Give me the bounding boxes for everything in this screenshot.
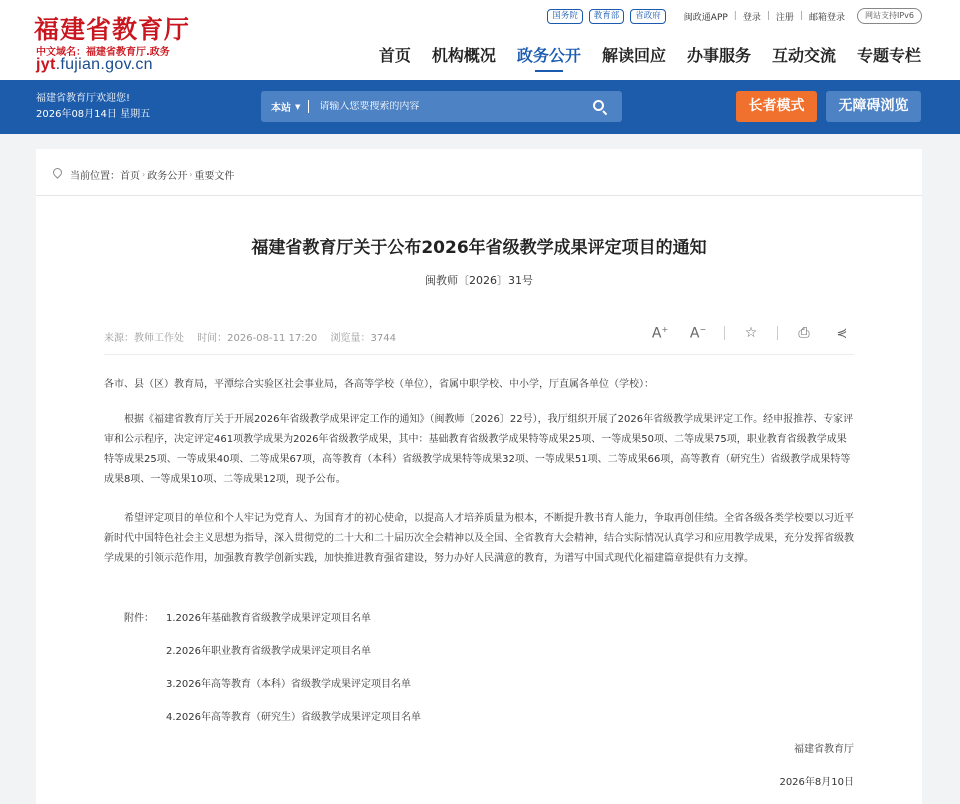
login-link[interactable]: 登录 [742, 12, 761, 23]
separator: | [766, 11, 770, 21]
search-divider [308, 100, 309, 113]
divider [104, 354, 854, 355]
site-logo[interactable]: 福建省教育厅 [34, 15, 191, 44]
site-header [0, 0, 960, 80]
font-smaller-icon[interactable]: A− [689, 325, 707, 342]
accessible-browse-button[interactable]: 无障碍浏览 [826, 91, 921, 122]
article-title: 福建省教育厅关于公布2026年省级教学成果评定项目的通知 [251, 238, 707, 258]
nav-home[interactable]: 首页 [378, 46, 411, 65]
nav-special-topics[interactable]: 专题专栏 [856, 46, 921, 65]
article-time: 时间：2026-08-11 17:20 [197, 333, 318, 344]
breadcrumb-prefix: 当前位置： [70, 171, 120, 182]
separator: | [733, 11, 737, 21]
link-minzhengtong-app[interactable]: 闽政通APP [683, 12, 728, 23]
elder-mode-button[interactable]: 长者模式 [736, 91, 817, 122]
link-ministry-education[interactable]: 教育部 [589, 9, 625, 24]
star-icon[interactable]: ☆ [744, 325, 758, 342]
separator [724, 326, 725, 340]
separator [777, 326, 778, 340]
article-tools [634, 325, 854, 342]
current-date: 2026年08月14日 星期五 [36, 109, 151, 120]
domain-rest: .fujian.gov.cn [55, 56, 153, 73]
ipv6-badge: 网站支持IPv6 [857, 8, 922, 24]
main-nav [358, 43, 921, 72]
welcome-text: 福建省教育厅欢迎您! [36, 93, 131, 104]
search-input[interactable] [319, 101, 592, 112]
article-views: 浏览量：3744 [330, 333, 396, 344]
attachment-link[interactable]: 1.2026年基础教育省级教学成果评定项目名单 [166, 613, 371, 624]
attachment-link[interactable]: 4.2026年高等教育（研究生）省级教学成果评定项目名单 [166, 712, 421, 723]
welcome-block [36, 91, 150, 123]
font-larger-icon[interactable]: A+ [651, 325, 669, 342]
site-domain [36, 56, 153, 74]
location-pin-icon [52, 168, 64, 181]
article-meta [104, 329, 406, 344]
link-state-council[interactable]: 国务院 [547, 9, 583, 24]
nav-government-affairs[interactable]: 政务公开 [517, 43, 581, 72]
domain-host: jyt [36, 56, 56, 73]
nav-services[interactable]: 办事服务 [686, 46, 751, 65]
breadcrumb-important-docs[interactable]: 重要文件 [194, 171, 235, 182]
attachments-label: 附件： [124, 613, 154, 624]
chevron-down-icon[interactable]: ▼ [295, 102, 301, 111]
register-link[interactable]: 注册 [775, 12, 794, 23]
article-panel [36, 149, 922, 804]
attachment-link[interactable]: 3.2026年高等教育（本科）省级教学成果评定项目名单 [166, 679, 411, 690]
search-scope-select[interactable]: 本站 [271, 103, 291, 114]
breadcrumb [52, 167, 234, 182]
nav-organization[interactable]: 机构概况 [431, 46, 496, 65]
search-box [261, 91, 622, 122]
article-paragraph: 根据《福建省教育厅关于开展2026年省级教学成果评定工作的通知》（闽教师〔2026〕22号），我厅组织开展了2026年省级教学成果评定工作。经申报推荐、专家评审和公示程序，决定评定461项教学成果为2026年省级教学成果，其中：基础教育省级教学成果特等成果25项、一等成果50项、二等成果75项，职业教育省级教学成果特等成果25项、一等成果40项、二等成果67项，高等教育（本科）省级教学成果特等成果32项、一等成果51项、二等成果66项，高等教育（研究生）省级教学成果特等成果8项、一等成果10项、二等成果12项，现予公布。 [104, 414, 854, 485]
chinese-domain: 中文域名：福建省教育厅.政务 [36, 47, 170, 58]
article-paragraph: 希望评定项目的单位和个人牢记为党育人、为国育才的初心使命，以提高人才培养质量为根本，不断提升教书育人能力，争取再创佳绩。全省各级各类学校要以习近平新时代中国特色社会主义思想为指导，深入贯彻党的二十大和二十届历次全会精神以及全国、全省教育大会精神，结合实际情况认真学习和应用教学成果，充分发挥省级教学成果的引领示范作用，加强教育教学创新实践，加快推进教育强省建设，努力办好人民满意的教育，为谱写中国式现代化福建篇章提供有力支撑。 [104, 513, 854, 564]
document-number: 闽教师〔2026〕31号 [425, 274, 533, 287]
attachment-link[interactable]: 2.2026年职业教育省级教学成果评定项目名单 [166, 646, 371, 657]
breadcrumb-government-affairs[interactable]: 政务公开 [147, 171, 188, 182]
separator: | [799, 11, 803, 21]
link-provincial-government[interactable]: 省政府 [630, 9, 666, 24]
nav-interaction[interactable]: 互动交流 [771, 46, 836, 65]
signer: 福建省教育厅 [794, 744, 854, 755]
print-icon[interactable]: ⎙ [798, 325, 810, 342]
search-icon[interactable] [592, 99, 608, 115]
article-addressee: 各市、县（区）教育局，平潭综合实验区社会事业局，各高等学校（单位），省属中职学校、中小学，厅直属各单位（学校）： [104, 379, 654, 390]
article-source: 来源：教师工作处 [104, 333, 184, 344]
breadcrumb-home[interactable]: 首页 [120, 171, 140, 182]
nav-interpretation[interactable]: 解读回应 [601, 46, 666, 65]
divider [36, 195, 922, 196]
sign-date: 2026年8月10日 [779, 777, 854, 788]
breadcrumb-arrow-icon: › [142, 170, 146, 179]
share-icon[interactable]: ⋞ [836, 325, 848, 341]
breadcrumb-arrow-icon: › [189, 170, 193, 179]
top-utility-bar [541, 7, 922, 25]
mail-login-link[interactable]: 邮箱登录 [808, 12, 845, 23]
